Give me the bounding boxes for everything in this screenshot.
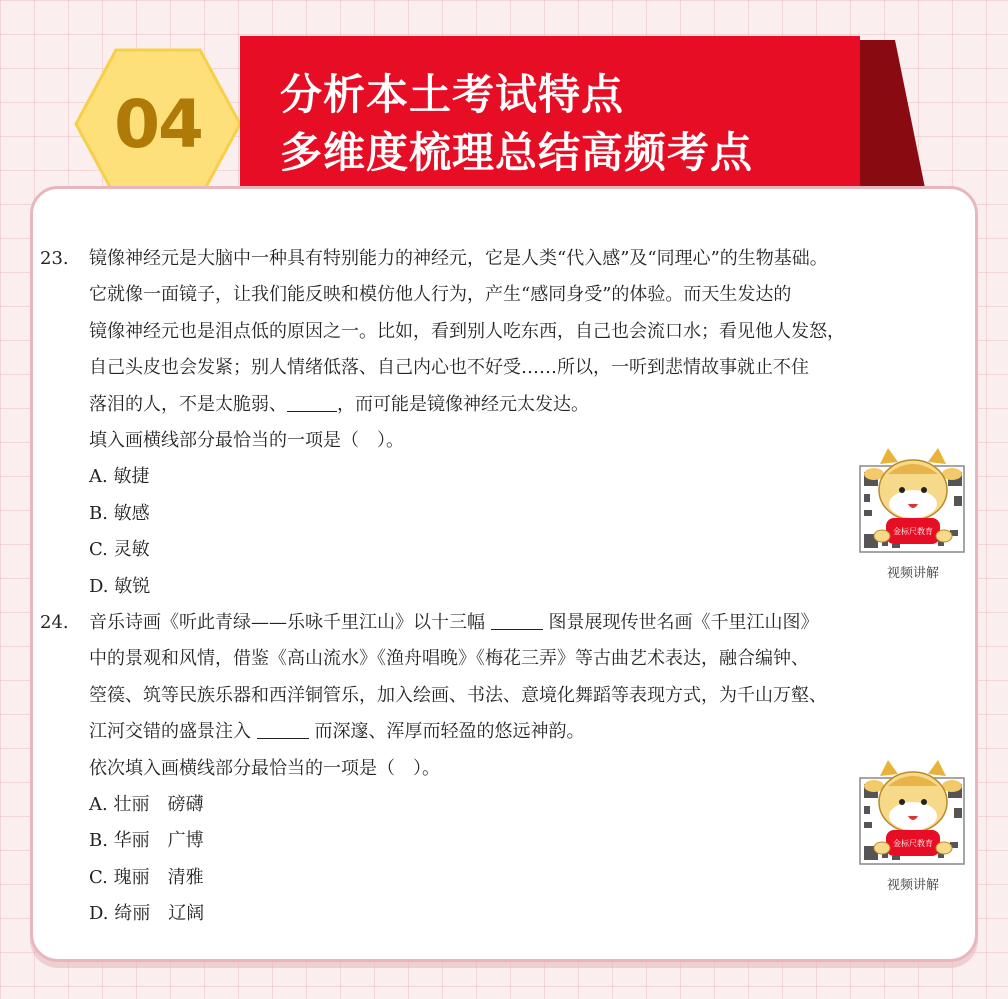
option-c: C. 灵敏 [89,539,150,561]
option-c: C. 瑰丽 清雅 [89,866,204,888]
section-number: 04 [114,85,202,163]
answer-blank [287,391,337,412]
banner-fold [855,40,925,188]
question-text-line: 落泪的人，不是太脆弱、 ，而可能是镜像神经元太发达。 [89,387,959,423]
question-text-line: 自己头皮也会发紧；别人情绪低落、自己内心也不好受……所以，一听到悲情故事就止不住 [89,357,809,379]
mascot-shirt-text: 金标尺教育 [893,527,933,536]
question-prompt: 填入画横线部分最恰当的一项是（ ）。 [89,429,404,451]
question-text-line: 箜篌、筑等民族乐器和西洋铜管乐，加入绘画、书法、意境化舞蹈等表现方式，为千山万壑、 [89,684,827,706]
section-number-badge [74,44,242,204]
question-number: 23. [40,248,69,269]
banner-title-line2: 多维度梳理总结高频考点 [280,128,754,177]
question-body [89,241,959,605]
question-body [89,605,959,933]
option-a: A. 敏捷 [89,466,150,488]
question-text-line: 它就像一面镜子，让我们能反映和模仿他人行为，产生“感同身受”的体验。而天生发达的 [89,284,792,306]
question-prompt: 依次填入画横线部分最恰当的一项是（ ）。 [89,757,440,779]
answer-blank [257,718,309,739]
question-text-line: 音乐诗画《听此青绿——乐咏千里江山》以十三幅 图景展现传世名画《千里江山图》 [89,605,959,641]
answer-blank [491,609,543,630]
option-b: B. 华丽 广博 [89,830,204,852]
question-text-line: 江河交错的盛景注入 而深邃、浑厚而轻盈的悠远神韵。 [89,714,959,750]
question-text-line: 镜像神经元也是泪点低的原因之一。比如，看到别人吃东西，自己也会流口水；看见他人发怒， [89,320,845,342]
mascot-qr-code[interactable] [858,444,968,554]
question-number: 24. [40,612,69,633]
video-caption: 视频讲解 [886,878,939,893]
mascot-qr-code[interactable] [858,756,968,866]
question-text-line: 镜像神经元是大脑中一种具有特别能力的神经元，它是人类“代入感”及“同理心”的生物基础。 [89,248,828,269]
mascot-shirt-text: 金标尺教育 [893,839,933,848]
option-d: D. 绮丽 辽阔 [89,903,205,925]
option-d: D. 敏锐 [89,575,151,597]
video-caption: 视频讲解 [886,566,939,581]
option-b: B. 敏感 [89,502,150,524]
option-a: A. 壮丽 磅礴 [89,793,204,815]
video-explanation-qr[interactable] [858,756,968,893]
video-explanation-qr[interactable] [858,444,968,581]
banner-title-line1: 分析本土考试特点 [280,70,625,119]
question-text-line: 中的景观和风情，借鉴《高山流水》《渔舟唱晚》《梅花三弄》等古曲艺术表达，融合编钟、 [89,648,809,670]
